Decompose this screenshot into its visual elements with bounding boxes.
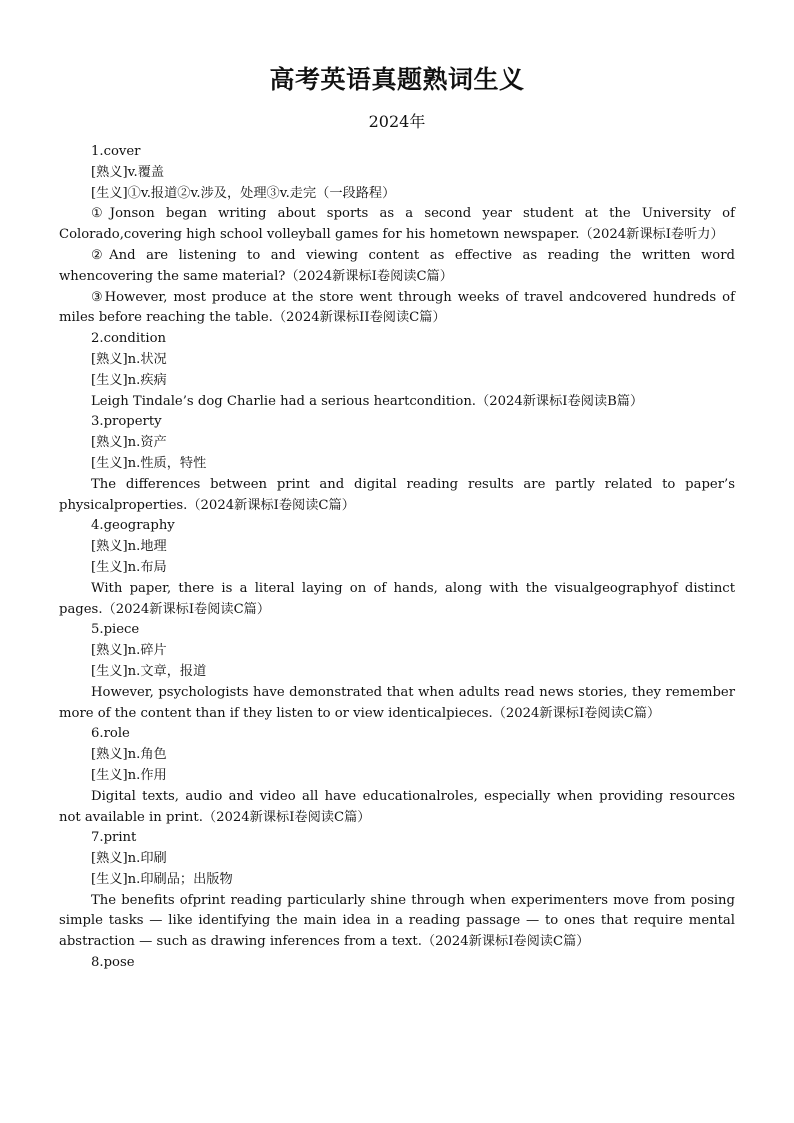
new-meaning: [生义]n.疾病 <box>91 372 167 388</box>
new-meaning: [生义]n.文章，报道 <box>91 663 207 679</box>
example-sentence: ①Jonson began writing about sports as a second year student at the University of Colorado,covering high school volleyball games for his hometown newspaper.（2024新课标I卷听力） <box>59 206 735 243</box>
vocab-entry <box>59 724 735 828</box>
example-sentence: Digital texts, audio and video all have educationalroles, especially when providing resources not available in print.（2024新课标I卷阅读C篇） <box>59 788 735 825</box>
document-year: 2024年 <box>368 112 426 131</box>
vocab-entry <box>59 953 735 974</box>
new-meaning: [生义]n.布局 <box>91 559 167 575</box>
example-sentence: With paper, there is a literal laying on of hands, along with the visualgeographyof distinct pages.（2024新课标I卷阅读C篇） <box>59 580 735 617</box>
vocab-entry <box>59 828 735 953</box>
vocab-entry <box>59 620 735 724</box>
familiar-meaning: [熟义]n.状况 <box>91 351 167 367</box>
new-meaning: [生义]①v.报道②v.涉及，处理③v.走完（一段路程） <box>91 185 396 201</box>
entry-heading: 7.print <box>91 830 137 846</box>
familiar-meaning: [熟义]v.覆盖 <box>91 164 165 180</box>
entry-heading: 4.geography <box>91 518 175 534</box>
new-meaning: [生义]n.性质，特性 <box>91 455 207 471</box>
example-sentence: The benefits ofprint reading particularly shine through when experimenters move from posing simple tasks — like identifying the main idea in a reading passage — to ones that require mental abstraction — such as drawing inferences from a text.（2024新课标I卷阅读C篇） <box>59 892 735 950</box>
entry-heading: 3.property <box>91 414 162 430</box>
familiar-meaning: [熟义]n.资产 <box>91 435 167 451</box>
example-sentence: Leigh Tindale’s dog Charlie had a serious heartcondition.（2024新课标I卷阅读B篇） <box>91 393 644 409</box>
example-sentence: The differences between print and digital reading results are partly related to paper’s physicalproperties.（2024新课标I卷阅读C篇） <box>59 476 735 513</box>
example-sentence: ③However, most produce at the store went through weeks of travel andcovered hundreds of miles before reaching the table.（2024新课标II卷阅读C篇） <box>59 289 735 326</box>
vocab-entry <box>59 412 735 516</box>
familiar-meaning: [熟义]n.地理 <box>91 539 167 555</box>
familiar-meaning: [熟义]n.角色 <box>91 747 167 763</box>
entry-heading: 8.pose <box>91 955 135 971</box>
entry-heading: 2.condition <box>91 331 167 347</box>
entry-heading: 1.cover <box>91 144 141 159</box>
familiar-meaning: [熟义]n.碎片 <box>91 643 167 659</box>
entry-heading: 5.piece <box>91 622 140 638</box>
example-sentence: However, psychologists have demonstrated that when adults read news stories, they remember more of the content than if they listen to or view identicalpieces.（2024新课标I卷阅读C篇） <box>59 684 735 721</box>
document-title: 高考英语真题熟词生义 <box>269 65 525 94</box>
new-meaning: [生义]n.作用 <box>91 767 167 783</box>
vocab-entry <box>59 329 735 412</box>
vocab-entry <box>59 516 735 620</box>
entries-list <box>59 142 735 974</box>
example-sentence: ②And are listening to and viewing content as effective as reading the written word whencovering the same material?（2024新课标I卷阅读C篇） <box>59 247 735 284</box>
entry-heading: 6.role <box>91 726 130 742</box>
document-page <box>59 60 735 974</box>
new-meaning: [生义]n.印刷品；出版物 <box>91 871 233 887</box>
vocab-entry <box>59 142 735 329</box>
familiar-meaning: [熟义]n.印刷 <box>91 851 167 867</box>
